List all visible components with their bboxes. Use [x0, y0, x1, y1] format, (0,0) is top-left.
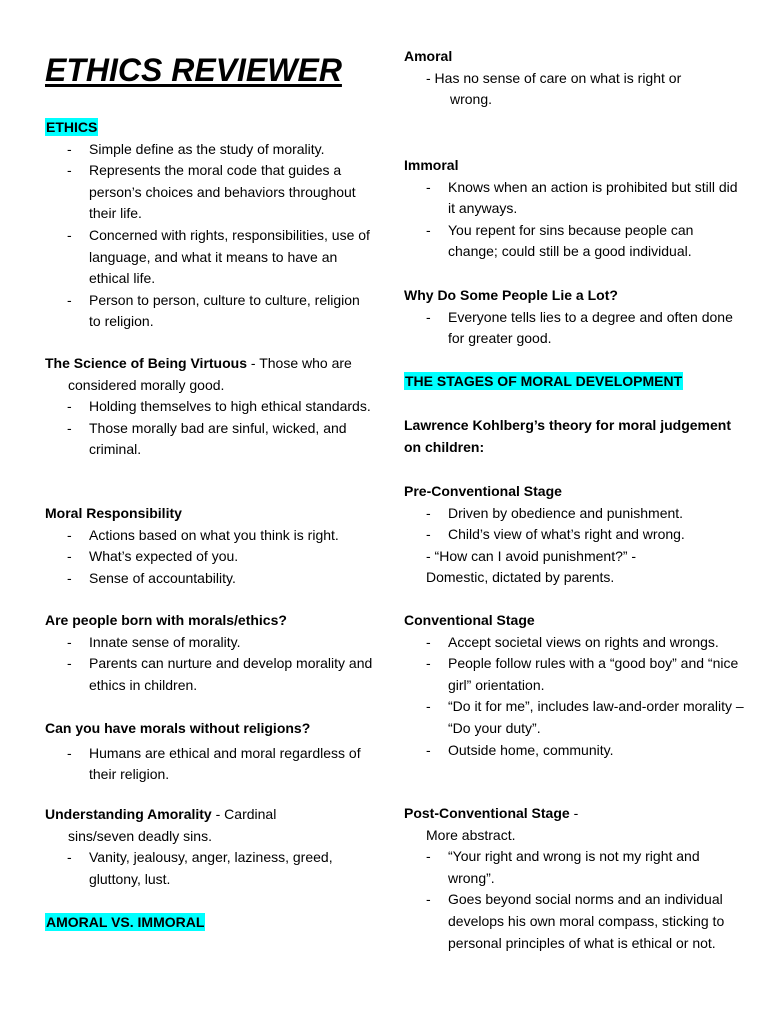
postconv-list	[404, 846, 744, 954]
born-list	[45, 632, 375, 697]
amorality-intro-continued: sins/seven deadly sins.	[68, 827, 212, 844]
list-item: - Goes beyond social norms and an individual develops his own moral compass, sticking to personal principles of what is ethical or not.	[404, 889, 744, 954]
section-heading-immoral: Immoral	[404, 157, 459, 173]
section-heading-religion: Can you have morals without religions?	[45, 720, 311, 736]
section-heading-born: Are people born with morals/ethics?	[45, 612, 287, 628]
preconv-line: - “How can I avoid punishment?” -	[426, 547, 637, 564]
section-moral-responsibility	[45, 503, 375, 589]
list-item: - Humans are ethical and moral regardless of their religion.	[45, 743, 375, 786]
postconv-intro: More abstract.	[426, 826, 516, 843]
section-kohlberg	[404, 415, 744, 458]
section-amoral-vs-immoral	[45, 912, 375, 934]
section-stages	[404, 371, 744, 393]
page-title: ETHICS REVIEWER	[45, 52, 342, 88]
section-lie	[404, 285, 744, 350]
amoral-line-continued: wrong.	[450, 91, 493, 108]
section-post-conventional	[404, 803, 744, 954]
amoral-line: - Has no sense of care on what is right or	[426, 69, 682, 86]
list-item: - Everyone tells lies to a degree and often done for greater good.	[404, 307, 744, 350]
preconv-list	[404, 503, 744, 546]
list-item: - Actions based on what you think is right.	[45, 525, 375, 547]
postconv-heading-suffix: -	[569, 805, 579, 821]
section-heading-preconv: Pre-Conventional Stage	[404, 483, 562, 499]
section-born-with-morals	[45, 610, 375, 696]
list-item: - “Your right and wrong is not my right and wrong”.	[404, 846, 744, 889]
list-item: - You repent for sins because people can change; could still be a good individual.	[404, 220, 744, 263]
list-item: - Accept societal views on rights and wrongs.	[404, 632, 744, 654]
list-item: - Sense of accountability.	[45, 568, 375, 590]
section-immoral	[404, 155, 744, 263]
list-item: - Those morally bad are sinful, wicked, and criminal.	[45, 418, 375, 461]
ethics-list	[45, 139, 375, 333]
list-item: - Concerned with rights, responsibilities, use of language, and what it means to have an ethical life.	[45, 225, 375, 290]
virtuous-list	[45, 396, 375, 461]
section-heading-amorality: Understanding Amorality	[45, 806, 212, 822]
section-heading-lie: Why Do Some People Lie a Lot?	[404, 287, 618, 303]
list-item: - Simple define as the study of morality.	[45, 139, 375, 161]
list-item: - Child’s view of what’s right and wrong.	[404, 524, 744, 546]
section-ethics	[45, 117, 375, 333]
preconv-line-continued: Domestic, dictated by parents.	[426, 569, 615, 586]
kohlberg-heading: Lawrence Kohlberg’s theory for moral judgement on children:	[404, 417, 731, 455]
list-item: - Driven by obedience and punishment.	[404, 503, 744, 525]
list-item: - Holding themselves to high ethical standards.	[45, 396, 375, 418]
lie-list	[404, 307, 744, 350]
virtuous-intro-continued: considered morally good.	[68, 376, 225, 393]
responsibility-list	[45, 525, 375, 590]
section-heading-conv: Conventional Stage	[404, 612, 535, 628]
list-item: - Knows when an action is prohibited but still did it anyways.	[404, 177, 744, 220]
section-heading-amoral-vs-immoral: AMORAL VS. IMMORAL	[46, 914, 205, 930]
section-heading-virtuous: The Science of Being Virtuous	[45, 355, 248, 371]
conv-list	[404, 632, 744, 762]
section-pre-conventional	[404, 481, 744, 589]
section-amoral	[404, 46, 744, 111]
religion-list	[45, 743, 375, 786]
list-item: - Parents can nurture and develop morality and ethics in children.	[45, 653, 375, 696]
immoral-list	[404, 177, 744, 263]
list-item: - Person to person, culture to culture, religion to religion.	[45, 290, 375, 333]
list-item: - Vanity, jealousy, anger, laziness, greed, gluttony, lust.	[45, 847, 375, 890]
amorality-list	[45, 847, 375, 890]
list-item: - What’s expected of you.	[45, 546, 375, 568]
list-item: - Outside home, community.	[404, 740, 744, 762]
section-morals-without-religion	[45, 718, 375, 786]
list-item: - People follow rules with a “good boy” and “nice girl” orientation.	[404, 653, 744, 696]
list-item: - “Do it for me”, includes law-and-order morality – “Do your duty”.	[404, 696, 744, 739]
section-conventional	[404, 610, 744, 761]
section-virtuous	[45, 353, 375, 461]
section-amorality	[45, 804, 375, 890]
section-heading-responsibility: Moral Responsibility	[45, 505, 182, 521]
amorality-intro: - Cardinal	[211, 806, 277, 822]
virtuous-intro: - Those who are	[247, 355, 352, 371]
section-heading-amoral: Amoral	[404, 48, 453, 64]
section-heading-ethics: ETHICS	[46, 119, 98, 135]
list-item: - Represents the moral code that guides a person’s choices and behaviors throughout their life.	[45, 160, 375, 225]
section-heading-postconv: Post-Conventional Stage	[404, 805, 570, 821]
section-heading-stages: THE STAGES OF MORAL DEVELOPMENT	[405, 373, 683, 389]
list-item: - Innate sense of morality.	[45, 632, 375, 654]
